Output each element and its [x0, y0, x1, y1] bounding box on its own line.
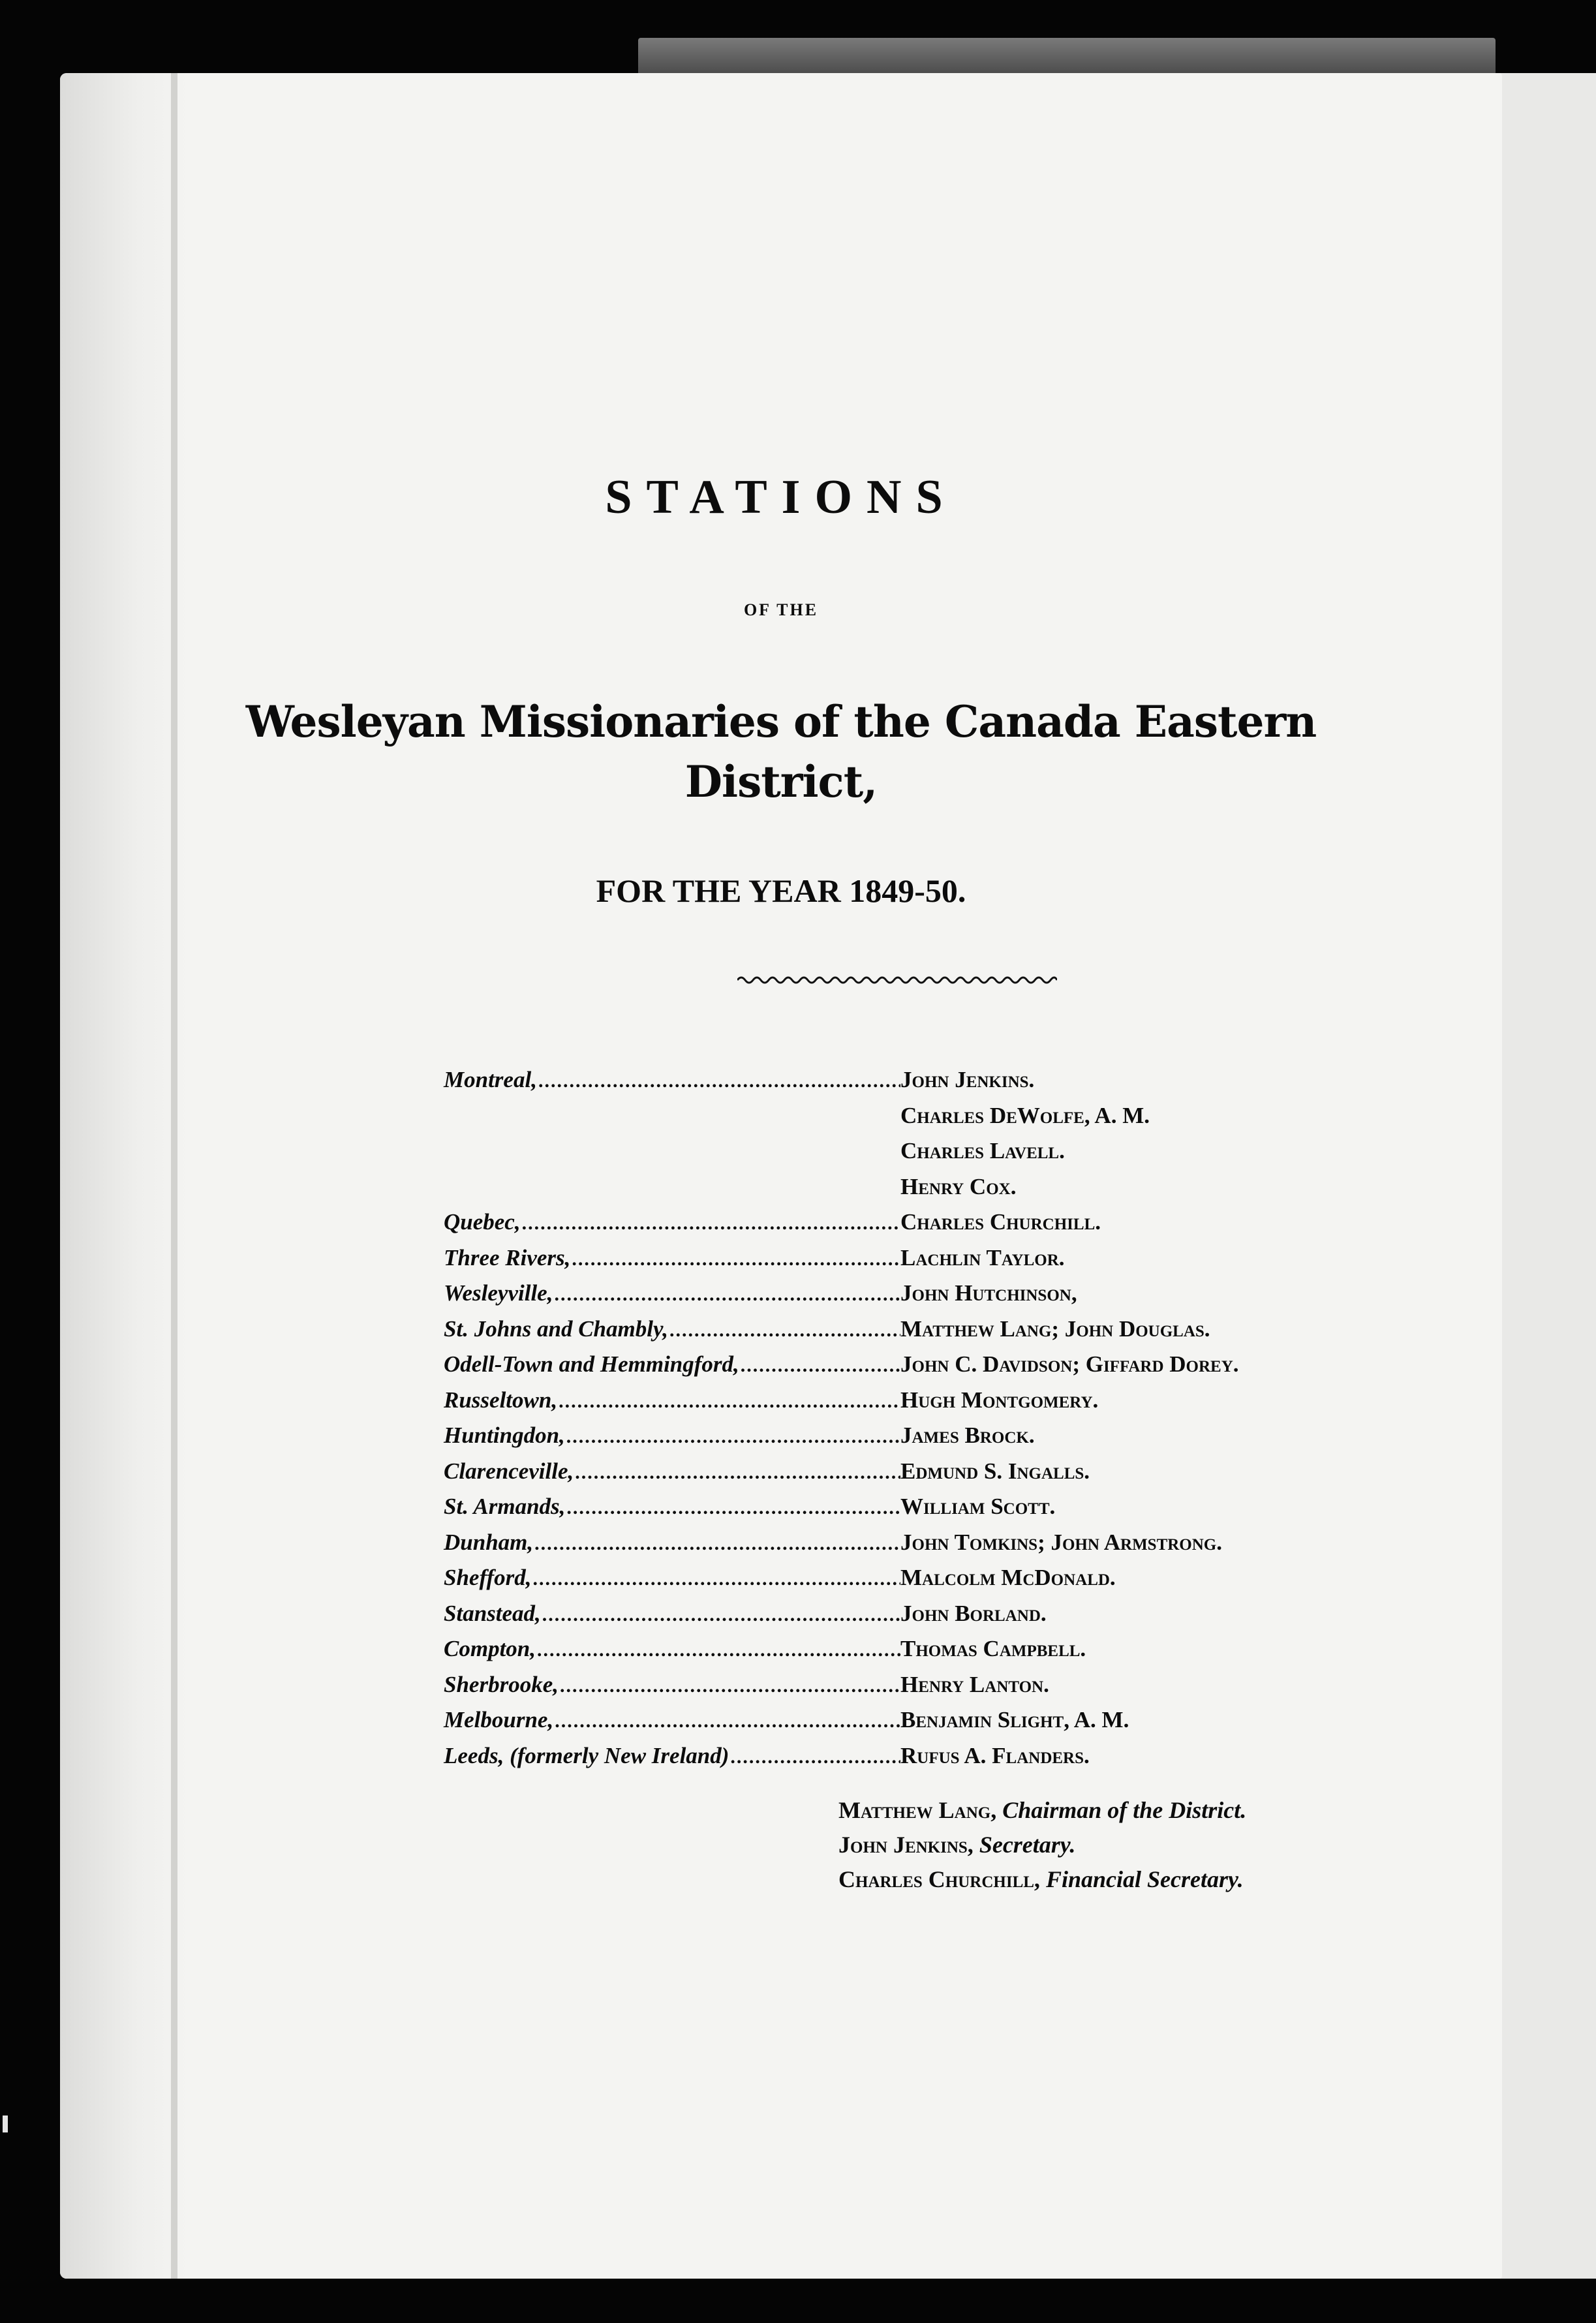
- station-minister: Henry Lanton.: [900, 1671, 1049, 1697]
- station-row: [444, 1494, 1377, 1530]
- station-row: [444, 1316, 1377, 1352]
- leader-dots: [557, 1391, 900, 1413]
- station-row: [444, 1067, 1377, 1103]
- station-row: [444, 1209, 1377, 1245]
- station-row: [444, 1565, 1377, 1601]
- leader-dots: [565, 1497, 900, 1519]
- station-row: [444, 1387, 1377, 1423]
- station-place: Wesleyville,: [444, 1280, 553, 1306]
- leader-dots: [541, 1604, 900, 1626]
- station-minister: Malcolm McDonald.: [900, 1565, 1116, 1590]
- stations-heading: STATIONS: [605, 470, 957, 524]
- station-minister: Lachlin Taylor.: [900, 1244, 1065, 1270]
- station-place: Russeltown,: [444, 1387, 558, 1413]
- station-minister: Edmund S. Ingalls.: [900, 1458, 1090, 1484]
- station-minister: John Borland.: [900, 1600, 1047, 1626]
- leader-dots: [559, 1675, 900, 1697]
- leader-dots: [668, 1319, 900, 1342]
- station-place: Huntingdon,: [444, 1423, 565, 1448]
- station-minister: Henry Cox.: [900, 1173, 1017, 1199]
- year-heading: FOR THE YEAR 1849-50.: [596, 872, 966, 909]
- station-place: Melbourne,: [444, 1707, 554, 1732]
- station-minister: Matthew Lang; John Douglas.: [900, 1315, 1210, 1342]
- station-place: Odell-Town and Hemmingford,: [444, 1351, 739, 1377]
- leader-dots: [537, 1070, 900, 1092]
- of-the-heading: OF THE: [743, 600, 819, 619]
- officer-role: Secretary.: [979, 1832, 1076, 1858]
- station-minister: John Jenkins.: [900, 1067, 1035, 1092]
- leader-dots: [521, 1212, 900, 1235]
- leader-dots: [553, 1284, 900, 1306]
- station-place: Shefford,: [444, 1565, 532, 1590]
- station-row: [444, 1245, 1377, 1281]
- station-place: Montreal,: [444, 1067, 537, 1092]
- station-row: [444, 1743, 1377, 1779]
- leader-dots: [536, 1639, 900, 1661]
- officer-role: Financial Secretary.: [1045, 1866, 1244, 1892]
- leader-dots: [570, 1248, 900, 1270]
- wavy-rule: [737, 972, 1057, 988]
- page-binding-edge: [171, 73, 177, 2279]
- station-minister: Charles DeWolfe, A. M.: [900, 1102, 1150, 1128]
- leader-dots: [739, 1355, 900, 1377]
- district-title: [60, 692, 1502, 812]
- station-row: [444, 1636, 1377, 1672]
- station-place: St. Armands,: [444, 1494, 566, 1519]
- station-place: Stanstead,: [444, 1600, 541, 1626]
- station-row: [444, 1707, 1377, 1743]
- leader-dots: [533, 1533, 900, 1555]
- stations-list: [444, 1067, 1377, 1778]
- station-place: Leeds, (formerly New Ireland): [444, 1742, 729, 1768]
- station-row: [444, 1138, 1377, 1174]
- station-place: Clarenceville,: [444, 1458, 574, 1484]
- station-row: [444, 1601, 1377, 1637]
- top-tab: [638, 38, 1496, 76]
- officer-line: [838, 1828, 1426, 1862]
- officer-name: John Jenkins,: [838, 1832, 974, 1858]
- station-minister: Charles Lavell.: [900, 1138, 1065, 1163]
- station-row: [444, 1423, 1377, 1458]
- station-row: [444, 1103, 1377, 1139]
- officer-name: Charles Churchill,: [838, 1866, 1040, 1892]
- district-officers: [838, 1793, 1426, 1897]
- station-place: St. Johns and Chambly,: [444, 1315, 668, 1342]
- station-row: [444, 1351, 1377, 1387]
- station-minister: James Brock.: [900, 1423, 1035, 1448]
- station-row: [444, 1672, 1377, 1708]
- leader-dots: [532, 1568, 900, 1590]
- station-minister: John Hutchinson,: [900, 1280, 1077, 1306]
- leader-dots: [574, 1462, 900, 1484]
- station-row: [444, 1530, 1377, 1565]
- station-minister: Benjamin Slight, A. M.: [900, 1707, 1129, 1732]
- station-place: Dunham,: [444, 1529, 534, 1555]
- station-minister: William Scott.: [900, 1494, 1056, 1519]
- officer-line: [838, 1793, 1426, 1828]
- station-place: Compton,: [444, 1636, 536, 1661]
- officer-line: [838, 1862, 1426, 1897]
- station-minister: John C. Davidson; Giffard Dorey.: [900, 1351, 1239, 1377]
- scan-edge-mark: [3, 2115, 8, 2132]
- station-minister: Thomas Campbell.: [900, 1636, 1086, 1661]
- district-title-line1: Wesleyan Missionaries of the Canada Eastern: [245, 696, 1317, 747]
- leader-dots: [565, 1426, 900, 1448]
- station-row: [444, 1280, 1377, 1316]
- leader-dots: [553, 1710, 900, 1732]
- district-title-line2: District,: [684, 756, 878, 807]
- station-minister: Charles Churchill.: [900, 1209, 1101, 1235]
- officer-name: Matthew Lang,: [838, 1797, 997, 1823]
- leader-dots: [729, 1746, 900, 1768]
- station-place: Quebec,: [444, 1209, 521, 1235]
- station-place: Sherbrooke,: [444, 1671, 559, 1697]
- station-place: Three Rivers,: [444, 1244, 571, 1270]
- station-row: [444, 1458, 1377, 1494]
- officer-role: Chairman of the District.: [1002, 1797, 1247, 1823]
- station-minister: Hugh Montgomery.: [900, 1387, 1099, 1413]
- station-row: [444, 1174, 1377, 1210]
- station-minister: Rufus A. Flanders.: [900, 1742, 1090, 1768]
- station-minister: John Tomkins; John Armstrong.: [900, 1529, 1223, 1555]
